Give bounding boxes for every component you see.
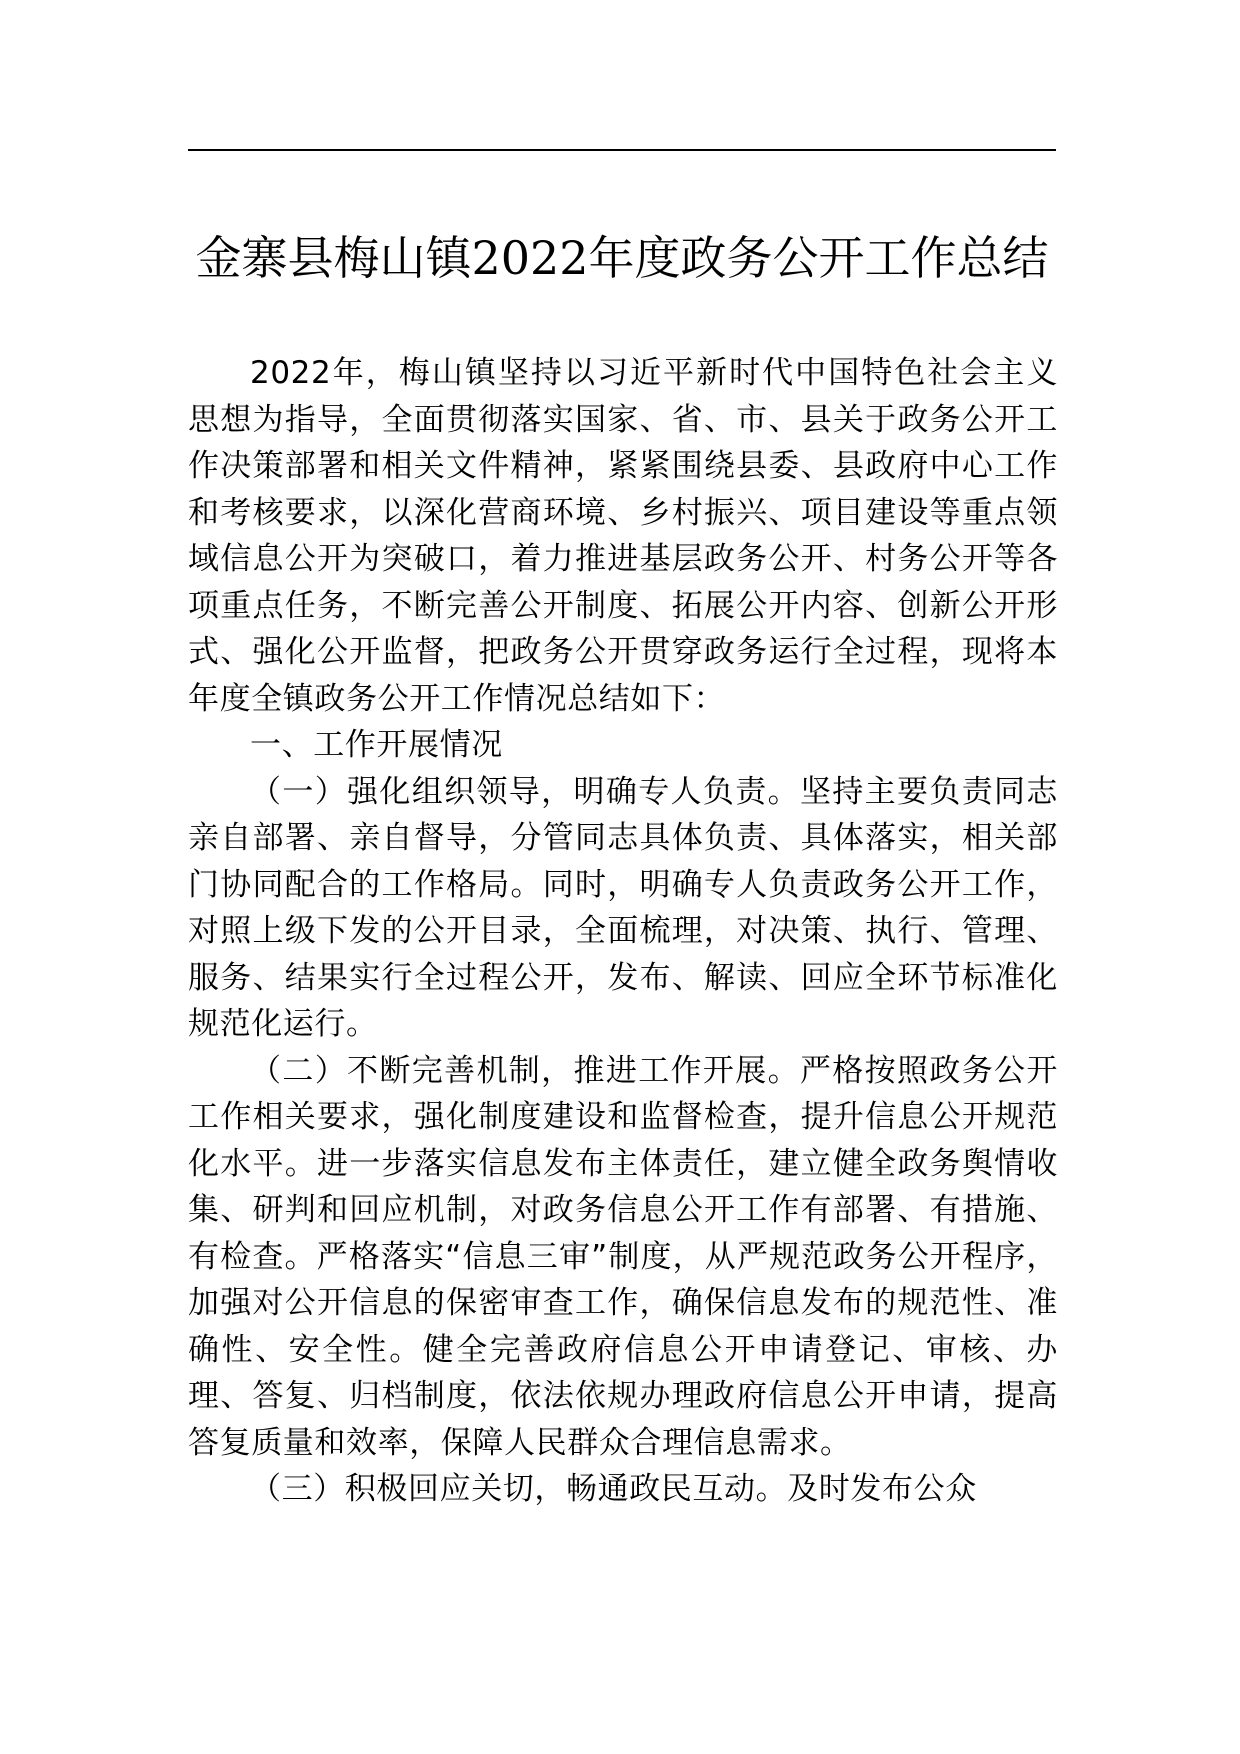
paragraph-organization: （一）强化组织领导，明确专人负责。坚持主要负责同志亲自部署、亲自督导，分管同志具体负责、具体落实，相关部门协同配合的工作格局。同时，明确专人负责政务公开工作，对照上级下发的公开目录，全面梳理，对决策、执行、管理、服务、结果实行全过程公开，发布、解读、回应全环节标准化规范化运行。: [188, 773, 1058, 1042]
paragraph-response: （三）积极回应关切，畅通政民互动。及时发布公众: [250, 1471, 977, 1507]
header-rule: [188, 149, 1056, 151]
section-heading: 一、工作开展情况: [250, 727, 503, 763]
intro-paragraph: 2022年，梅山镇坚持以习近平新时代中国特色社会主义思想为指导，全面贯彻落实国家、省、市、县关于政务公开工作决策部署和相关文件精神，紧紧围绕县委、县政府中心工作和考核要求，以深化营商环境、乡村振兴、项目建设等重点领域信息公开为突破口，着力推进基层政务公开、村务公开等各项重点任务，不断完善公开制度、拓展公开内容、创新公开形式、强化公开监督，把政务公开贯穿政务运行全过程，现将本年度全镇政务公开工作情况总结如下：: [188, 355, 1058, 717]
paragraph-mechanism: （二）不断完善机制，推进工作开展。严格按照政务公开工作相关要求，强化制度建设和监督检查，提升信息公开规范化水平。进一步落实信息发布主体责任，建立健全政务舆情收集、研判和回应机制，对政务信息公开工作有部署、有措施、有检查。严格落实“信息三审”制度，从严规范政务公开程序，加强对公开信息的保密审查工作，确保信息发布的规范性、准确性、安全性。健全完善政府信息公开申请登记、审核、办理、答复、归档制度，依法依规办理政府信息公开申请，提高答复质量和效率，保障人民群众合理信息需求。: [188, 1052, 1058, 1461]
document-body: [188, 350, 1058, 1513]
document-title: 金寨县梅山镇2022年度政务公开工作总结: [195, 231, 1049, 285]
